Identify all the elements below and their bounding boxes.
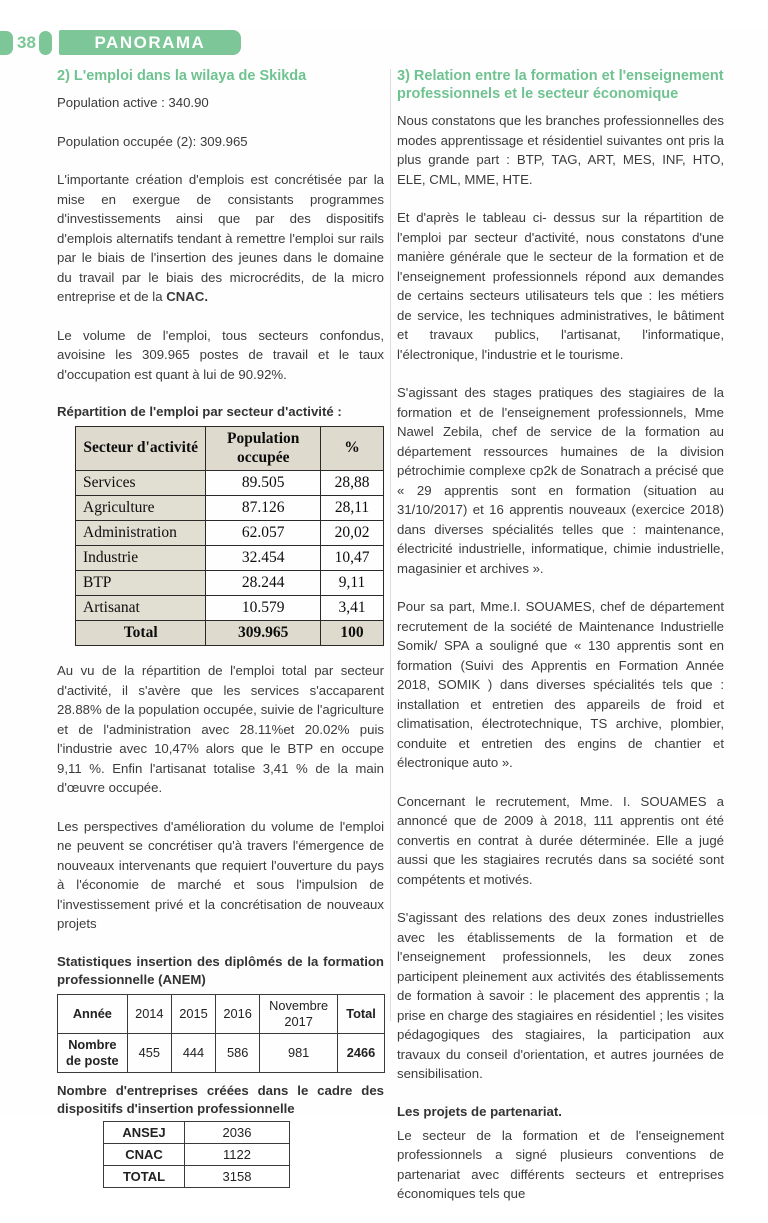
two-column-layout (0, 55, 768, 1223)
entreprises-table (103, 1121, 290, 1188)
anem-insertion-table (57, 994, 385, 1073)
ent-label-ansej: ANSEJ (104, 1121, 185, 1143)
column-divider (390, 69, 391, 1021)
table-total-row (76, 621, 384, 646)
anem-values-row (58, 1033, 385, 1072)
sector-table-title: Répartition de l'emploi par secteur d'activité : (57, 404, 342, 420)
table-row (76, 496, 384, 521)
cell-sector: Artisanat (76, 596, 206, 621)
table-row (76, 546, 384, 571)
population-occupee-line: Population occupée (2): 309.965 (57, 133, 248, 149)
table-row (104, 1121, 290, 1143)
col-header-population: Population occupée (206, 427, 321, 471)
page-header (0, 30, 768, 55)
cell-population: 87.126 (206, 496, 321, 521)
anem-header-annee: Année (58, 994, 128, 1033)
table-row (104, 1143, 290, 1165)
paragraph-perspectives: Les perspectives d'amélioration du volume de l'emploi ne peuvent se concrétiser qu'à travers l'émergence de nouveaux intervenants que requiert l'ouverture du pays à l'économie de marché et sous l'impulsion de l'investissement privé et la concrétisation de nouveaux projets (57, 818, 384, 932)
table-row (76, 596, 384, 621)
anem-value-total: 2466 (338, 1033, 385, 1072)
cnac-bold: CNAC. (166, 289, 208, 305)
anem-value-2014: 455 (127, 1033, 171, 1072)
left-section-heading: 2) L'emploi dans la wilaya de Skikda (57, 68, 307, 84)
paragraph-tableau: Et d'après le tableau ci- dessus sur la répartition de l'emploi par secteur d'activité, nous constatons d'une manière générale que le secteur de la formation et de l'enseignement professionnels répond aux demandes de certains secteurs utilisateurs tels que : les métiers de service, les techniques administratives, le bâtiment et travaux publics, l'artisanat, l'informatique, l'électronique, l'industrie et le tourisme. (397, 210, 724, 362)
cell-percent: 3,41 (321, 596, 384, 621)
cell-total-population: 309.965 (206, 621, 321, 646)
table-row (76, 471, 384, 496)
cell-percent: 9,11 (321, 571, 384, 596)
cell-population: 62.057 (206, 521, 321, 546)
paragraph-branches: Nous constatons que les branches professionnelles des modes apprentissage et résidentiel suivantes ont pris la plus grande part : BTP, TAG, ART, MES, INF, HTO, ELE, CML, MME, HTE. (397, 113, 724, 187)
paragraph-zones: S'agissant des relations des deux zones industrielles avec les établissements de la formation et de l'enseignement professionnels, les deux zones participent pleinement aux activités des établissements de formation à savoir : le placement des apprentis ; la prise en charge des stagiaires en résidentiel ; les visites pédagogiques des stagiaires, la participation aux travaux du conseil d'orientation, et autres journées de sensibilisation. (397, 910, 724, 1082)
paragraph-volume-emploi: Le volume de l'emploi, tous secteurs confondus, avoisine les 309.965 postes de travail et le taux d'occupation est quant à lui de 90.92%. (57, 327, 384, 382)
sector-table (75, 426, 384, 646)
cell-population: 32.454 (206, 546, 321, 571)
table-row (76, 571, 384, 596)
ent-label-cnac: CNAC (104, 1143, 185, 1165)
anem-header-row (58, 994, 385, 1033)
anem-value-2016: 586 (216, 1033, 260, 1072)
sector-table-header-row (76, 427, 384, 471)
anem-header-nov2017: Novembre 2017 (260, 994, 338, 1033)
paragraph-text: L'importante création d'emplois est concrétisée par la mise en exergue de consistants programmes d'investissements ainsi que par des dispositifs d'emplois alternatifs tendant à remettre l'emploi sur rails par le biais de l'insertion des jeunes dans le domaine du travail par le biais des microcrédits, de la micro entreprise et de la (57, 172, 384, 305)
cell-total-label: Total (76, 621, 206, 646)
cell-sector: BTP (76, 571, 206, 596)
anem-row-label: Nombre de poste (58, 1033, 128, 1072)
cell-percent: 10,47 (321, 546, 384, 571)
anem-header-total: Total (338, 994, 385, 1033)
badge-left-cap (0, 31, 13, 55)
col-header-secteur: Secteur d'activité (76, 427, 206, 471)
partenariat-heading: Les projets de partenariat. (397, 1103, 562, 1119)
ent-value-ansej: 2036 (185, 1121, 290, 1143)
table-row (104, 1165, 290, 1187)
anem-value-nov2017: 981 (260, 1033, 338, 1072)
anem-header-2014: 2014 (127, 994, 171, 1033)
population-active-line: Population active : 340.90 (57, 95, 209, 111)
cell-sector: Services (76, 471, 206, 496)
magazine-page (0, 30, 768, 1202)
cell-percent: 20,02 (321, 521, 384, 546)
page-number-badge (0, 31, 52, 55)
table-row (76, 521, 384, 546)
paragraph-creation-emplois (57, 170, 384, 307)
ent-value-total: 3158 (185, 1165, 290, 1187)
ent-value-cnac: 1122 (185, 1143, 290, 1165)
page-number: 38 (17, 32, 36, 52)
right-column (397, 67, 724, 1223)
paragraph-souames: Pour sa part, Mme.I. SOUAMES, chef de département recrutement de la société de Maintenance Industrielle Somik/ SPA a souligné que « 130 apprentis sont en formation (Suivi des Apprentis en Formation Année 2018, SOMIK ) dans diverses spécialités tels que : installation et entretien des appareils de froid et climatisation, électrotechnique, TS archive, plombier, conduite et entretien des engins de chantier et électronique auto ». (397, 599, 724, 771)
cell-population: 89.505 (206, 471, 321, 496)
left-column (57, 67, 384, 1223)
ent-label-total: TOTAL (104, 1165, 185, 1187)
anem-value-2015: 444 (171, 1033, 215, 1072)
cell-percent: 28,11 (321, 496, 384, 521)
paragraph-recrutement: Concernant le recrutement, Mme. I. SOUAMES a annoncé que de 2009 à 2018, 111 apprentis ont été convertis en contrat à durée déterminée. Elle a jugé aussi que les stagiaires recrutés dans sa société sont compétents et motivés. (397, 793, 724, 887)
col-header-percent: % (321, 427, 384, 471)
cell-sector: Administration (76, 521, 206, 546)
anem-header-2015: 2015 (171, 994, 215, 1033)
cell-sector: Agriculture (76, 496, 206, 521)
cell-population: 10.579 (206, 596, 321, 621)
anem-table-title: Statistiques insertion des diplômés de la formation professionnelle (ANEM) (57, 953, 384, 987)
anem-header-2016: 2016 (216, 994, 260, 1033)
cell-percent: 28,88 (321, 471, 384, 496)
paragraph-stages: S'agissant des stages pratiques des stagiaires de la formation et de l'enseignement professionnels, Mme Nawel Zebila, chef de service de la formation au département ressources humaines de la division pétrochimie complexe cp2k de Sonatrach a précisé que « 29 apprentis sont en formation (situation au 31/10/2017) et 16 apprentis nouveaux (exercice 2018) dans diverses spécialités telles que : maintenance, électricité industrielle, informatique, chimie industrielle, magasinier et archives ». (397, 385, 724, 576)
section-banner: PANORAMA (59, 30, 241, 55)
right-section-heading: 3) Relation entre la formation et l'enseignement professionnels et le secteur économique (397, 68, 724, 103)
entreprises-table-title: Nombre d'entreprises créées dans le cadre des dispositifs d'insertion professionnelle (57, 1082, 384, 1116)
paragraph-repartition: Au vu de la répartition de l'emploi total par secteur d'activité, il s'avère que les services s'accaparent 28.88% de la population occupée, suivie de l'agriculture et de l'administration avec 28.11%et 20.02% puis l'industrie avec 10,47% alors que le BTP en occupe 9,11 %. Enfin l'artisanat totalise 3,41 % de la main d'œuvre occupée. (57, 663, 384, 796)
badge-right-cap (39, 31, 52, 55)
paragraph-partenariat: Le secteur de la formation et de l'enseignement professionnels a signé plusieurs conventions de partenariat avec différents secteurs et entreprises économiques tels que (397, 1127, 724, 1202)
cell-total-percent: 100 (321, 621, 384, 646)
cell-sector: Industrie (76, 546, 206, 571)
cell-population: 28.244 (206, 571, 321, 596)
